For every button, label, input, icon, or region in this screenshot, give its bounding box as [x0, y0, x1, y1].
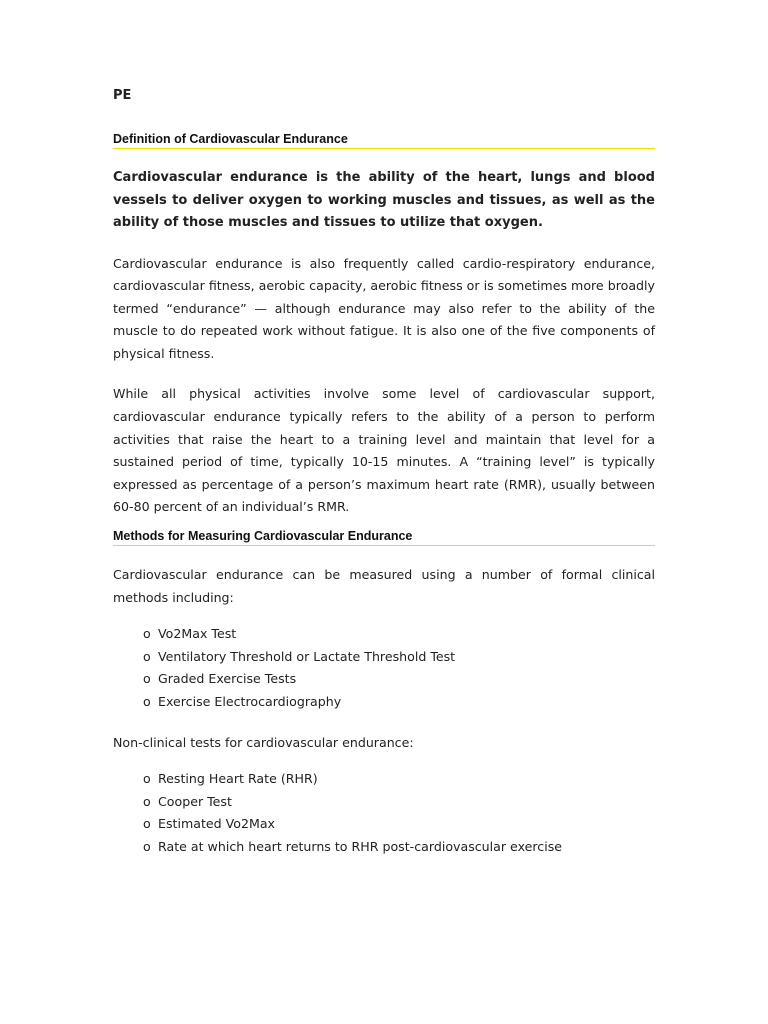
list-item [143, 691, 655, 714]
list-item [143, 668, 655, 691]
list-item-text: Resting Heart Rate (RHR) [158, 771, 318, 787]
bullet-icon: o [143, 793, 151, 809]
list-item-text: Rate at which heart returns to RHR post-cardiovascular exercise [158, 838, 563, 854]
bullet-icon: o [143, 694, 151, 709]
list-item-text: Exercise Electrocardiography [158, 694, 342, 709]
paragraph-training-level: While all physical activities involve some level of cardiovascular support, cardiovascular endurance typically refers to the ability of a person to perform activities that raise the heart to a training level and maintain that level for a sustained period of time, typically 10-15 minutes. A “training level” is typically expressed as percentage of a person’s maximum heart rate (RMR), usually between 60-80 percent of an individual’s RMR. [113, 386, 655, 515]
list-item [143, 791, 655, 814]
list-item [143, 646, 655, 669]
clinical-tests-list [113, 623, 655, 713]
nonclinical-tests-list [113, 768, 655, 858]
document-body [113, 88, 655, 859]
list-item [143, 768, 655, 791]
definition-lead-paragraph: Cardiovascular endurance is the ability of the heart, lungs and blood vessels to deliver oxygen to working muscles and tissues, as well as the ability of those muscles and tissues to utilize that oxygen. [113, 170, 655, 230]
list-item-text: Graded Exercise Tests [158, 671, 297, 687]
list-item [143, 836, 655, 859]
bullet-icon: o [143, 771, 151, 787]
paragraph-nonclinical-intro: Non-clinical tests for cardiovascular endurance: [113, 734, 414, 750]
paragraph-also-called: Cardiovascular endurance is also frequently called cardio-respiratory endurance, cardiovascular fitness, aerobic capacity, aerobic fitness or is sometimes more broadly termed “endurance” — although endurance may also refer to the ability of the muscle to do repeated work without fatigue. It is also one of the five components of physical fitness. [113, 255, 655, 361]
section-heading-definition: Definition of Cardiovascular Endurance [113, 132, 655, 149]
bullet-icon: o [143, 648, 151, 664]
list-item-text: Ventilatory Threshold or Lactate Threshold Test [158, 648, 456, 664]
bullet-icon: o [143, 838, 151, 854]
bullet-icon: o [143, 671, 151, 687]
list-item [143, 623, 655, 646]
bullet-icon: o [143, 816, 151, 832]
list-item-text: Estimated Vo2Max [158, 816, 276, 832]
section-heading-methods: Methods for Measuring Cardiovascular Endurance [113, 529, 655, 546]
paragraph-clinical-intro: Cardiovascular endurance can be measured using a number of formal clinical methods including: [113, 567, 655, 605]
list-item-text: Cooper Test [158, 793, 232, 809]
bullet-icon: o [143, 626, 151, 642]
list-item-text: Vo2Max Test [158, 626, 237, 642]
document-title: PE [113, 88, 132, 103]
list-item [143, 813, 655, 836]
